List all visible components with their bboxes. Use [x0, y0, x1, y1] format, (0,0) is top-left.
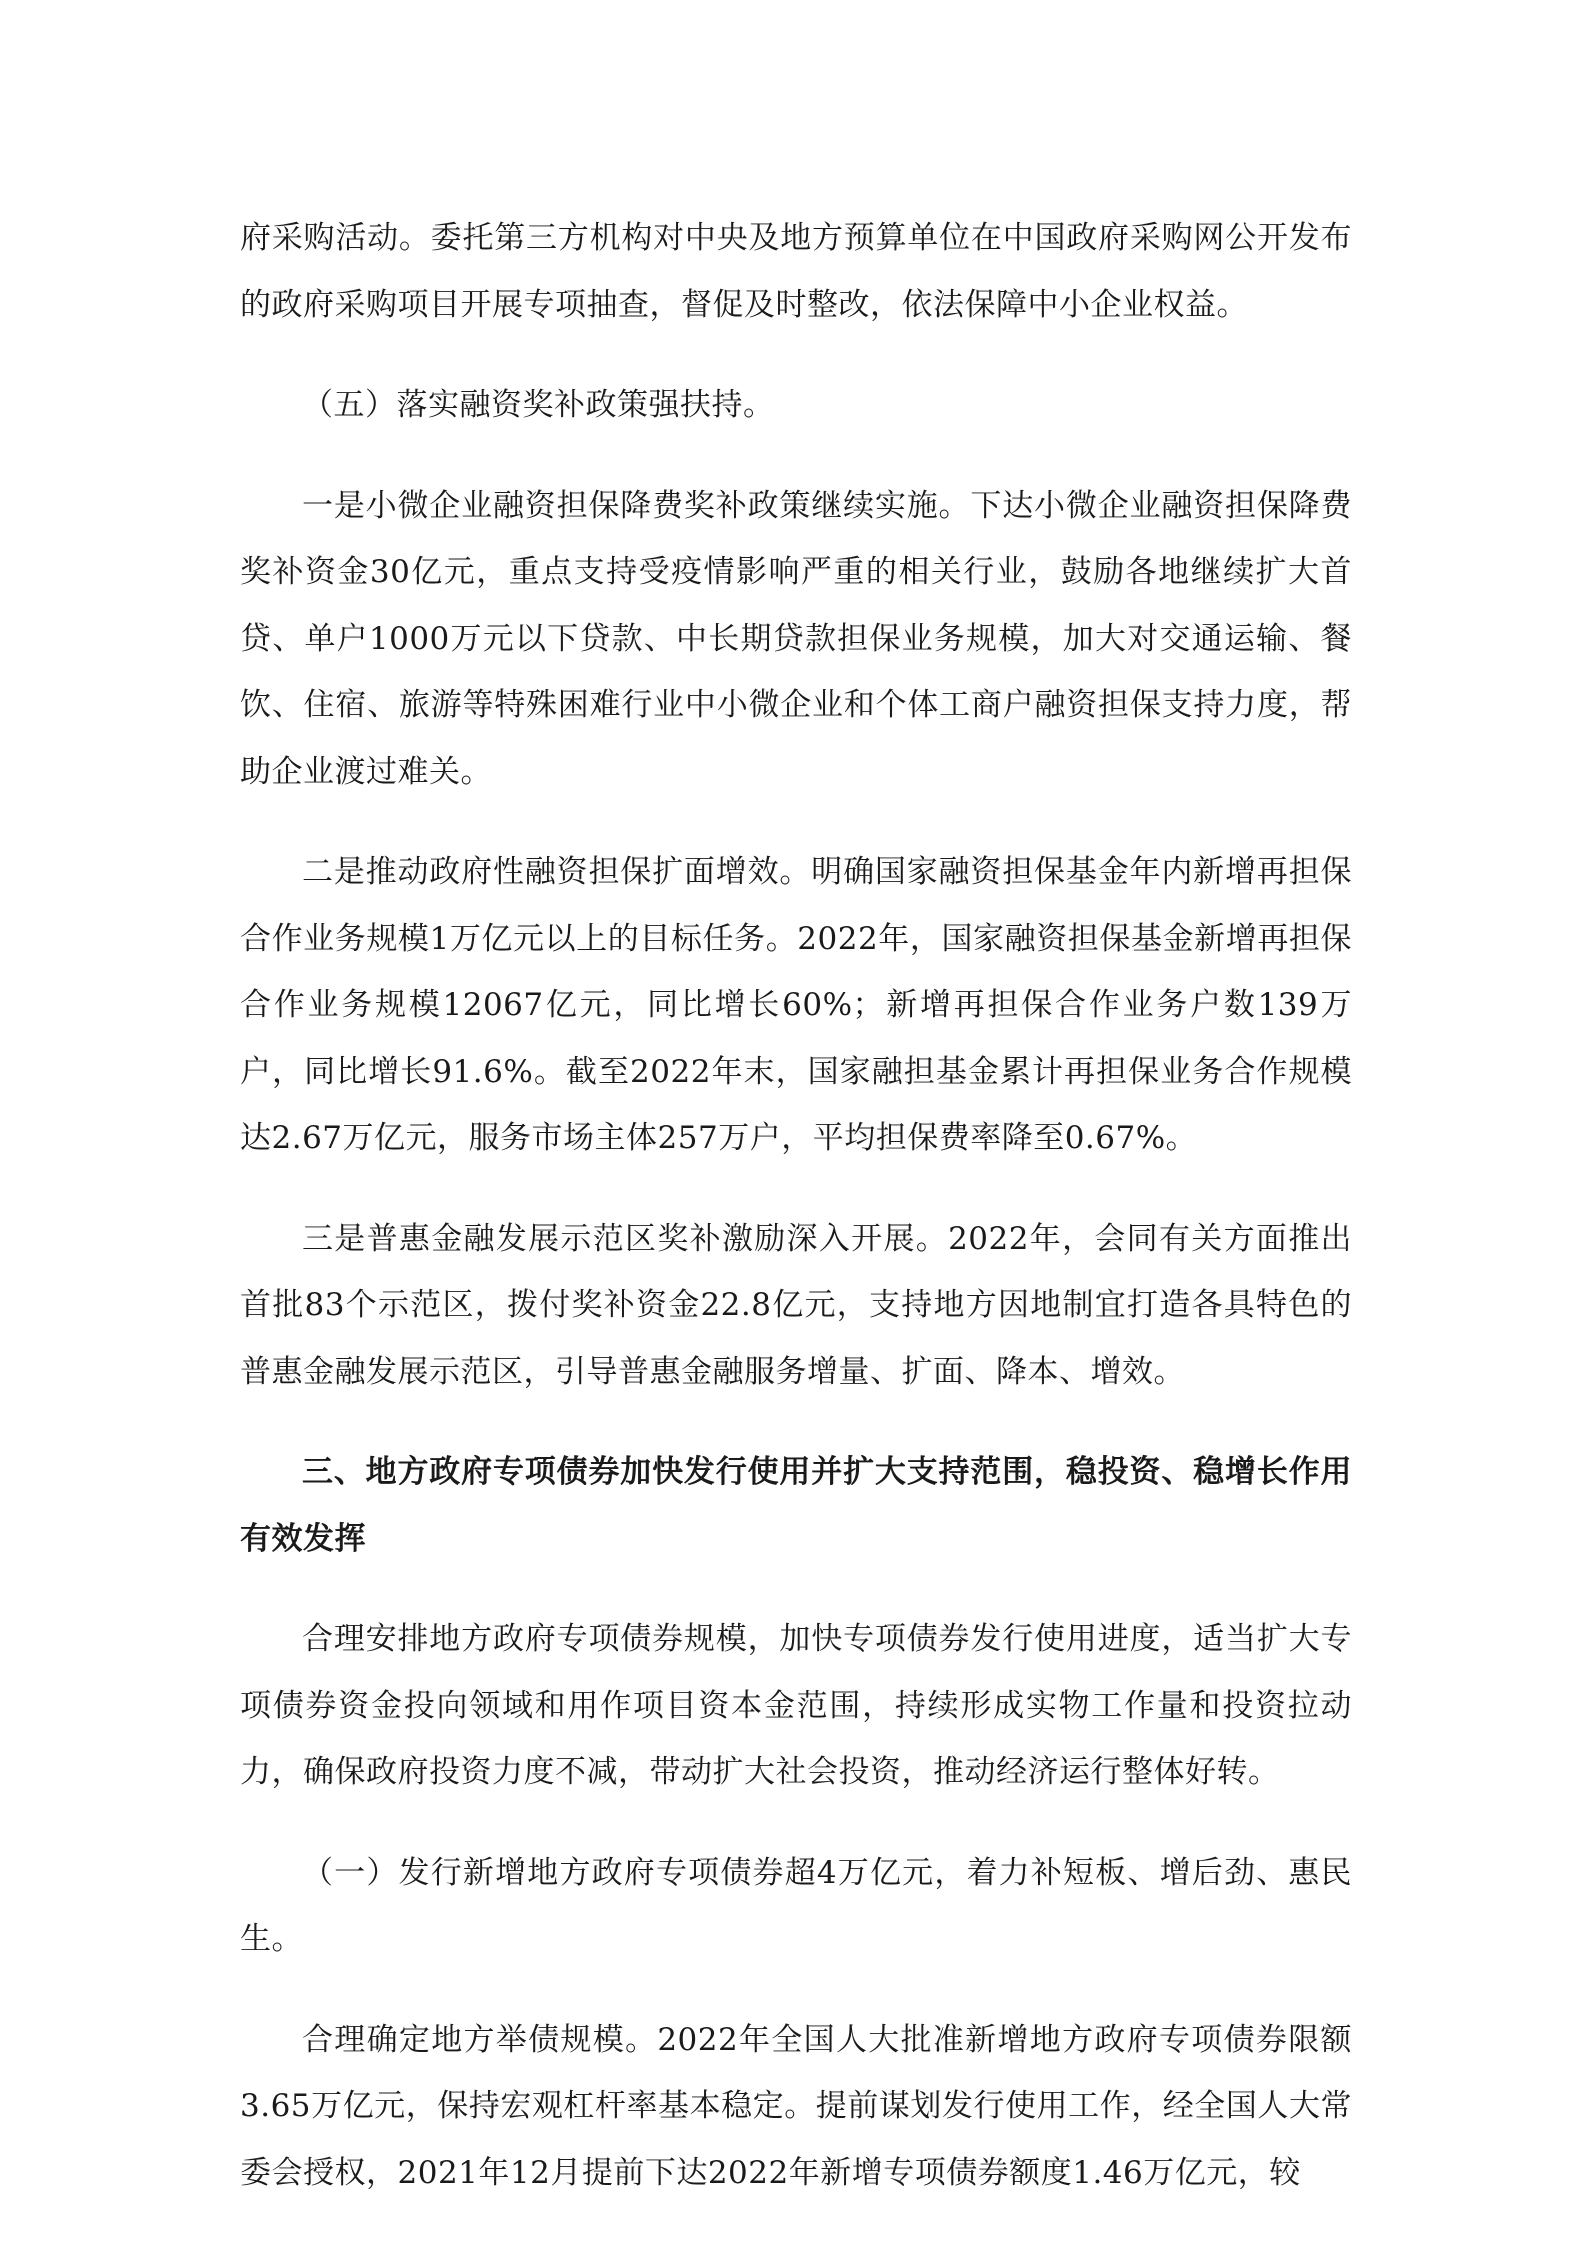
- paragraph-special-bonds-overview: 合理安排地方政府专项债券规模，加快专项债券发行使用进度，适当扩大专项债券资金投向领域和用作项目资本金范围，持续形成实物工作量和投资拉动力，确保政府投资力度不减，带动扩大社会投资，推动经济运行整体好转。: [240, 1621, 1352, 1790]
- section-heading-special-bonds: 三、地方政府专项债券加快发行使用并扩大支持范围，稳投资、稳增长作用有效发挥: [240, 1454, 1352, 1557]
- paragraph-continuation: 府采购活动。委托第三方机构对中央及地方预算单位在中国政府采购网公开发布的政府采购项目开展专项抽查，督促及时整改，依法保障中小企业权益。: [240, 220, 1352, 323]
- paragraph-small-micro-guarantee: 一是小微企业融资担保降费奖补政策继续实施。下达小微企业融资担保降费奖补资金30亿元，重点支持受疫情影响严重的相关行业，鼓励各地继续扩大首贷、单户1000万元以下贷款、中长期贷款担保业务规模，加大对交通运输、餐饮、住宿、旅游等特殊困难行业中小微企业和个体工商户融资担保支持力度，帮助企业渡过难关。: [240, 487, 1352, 790]
- paragraph-debt-scale: 合理确定地方举债规模。2022年全国人大批准新增地方政府专项债券限额3.65万亿元，保持宏观杠杆率基本稳定。提前谋划发行使用工作，经全国人大常委会授权，2021年12月提前下达2022年新增专项债券额度1.46万亿元，较: [240, 2021, 1352, 2191]
- paragraph-government-guarantee: 二是推动政府性融资担保扩面增效。明确国家融资担保基金年内新增再担保合作业务规模1万亿元以上的目标任务。2022年，国家融资担保基金新增再担保合作业务规模12067亿元，同比增长60%；新增再担保合作业务户数139万户，同比增长91.6%。截至2022年末，国家融担基金累计再担保业务合作规模达2.67万亿元，服务市场主体257万户，平均担保费率降至0.67%。: [240, 854, 1352, 1156]
- paragraph-inclusive-finance: 三是普惠金融发展示范区奖补激励深入开展。2022年，会同有关方面推出首批83个示范区，拨付奖补资金22.8亿元，支持地方因地制宜打造各具特色的普惠金融发展示范区，引导普惠金融服务增量、扩面、降本、增效。: [240, 1220, 1352, 1390]
- document-page: [240, 205, 1352, 2206]
- subheading-new-special-bonds: （一）发行新增地方政府专项债券超4万亿元，着力补短板、增后劲、惠民生。: [240, 1854, 1352, 1957]
- subheading-financing-subsidy: （五）落实融资奖补政策强扶持。: [302, 387, 775, 423]
